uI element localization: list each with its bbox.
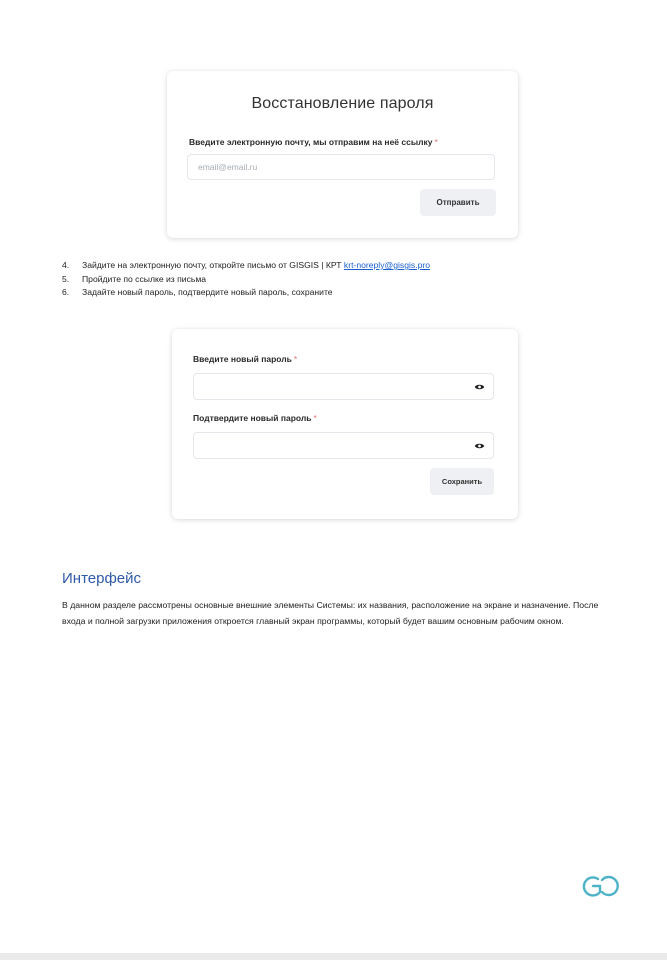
confirm-password-label: Подтвердите новый пароль * <box>193 413 317 423</box>
steps-list <box>62 259 430 300</box>
save-button[interactable]: Сохранить <box>430 468 494 495</box>
eye-icon[interactable] <box>474 383 485 390</box>
bottom-scroll-bar <box>0 953 667 960</box>
confirm-password-input[interactable] <box>193 432 494 459</box>
required-mark: * <box>313 413 317 423</box>
email-placeholder: email@email.ru <box>198 162 258 172</box>
password-recovery-card <box>167 71 518 238</box>
required-mark: * <box>293 354 298 364</box>
new-password-card <box>172 329 518 519</box>
email-input[interactable] <box>187 154 495 180</box>
list-item: 5. Пройдите по ссылке из письма <box>62 273 207 284</box>
section-heading: Интерфейс <box>62 570 142 587</box>
new-password-input[interactable] <box>193 373 494 400</box>
email-label: Введите электронную почту, мы отправим на неё ссылку * <box>189 137 438 147</box>
card-title: Восстановление пароля <box>251 95 434 112</box>
email-link[interactable]: krt-noreply@gisgis.pro <box>343 260 431 270</box>
new-password-label: Введите новый пароль * <box>193 354 298 364</box>
list-item: 4. Зайдите на электронную почту, откройте письмо от GISGIS | КРТ krt-noreply@gisgis.pro <box>62 260 431 270</box>
required-mark: * <box>434 137 438 147</box>
send-button[interactable]: Отправить <box>420 189 496 216</box>
gisgis-logo-icon <box>579 873 623 899</box>
list-item: 6. Задайте новый пароль, подтвердите новый пароль, сохраните <box>62 287 333 297</box>
section-paragraph: В данном разделе рассмотрены основные внешние элементы Системы: их названия, расположение на экране и назначение. После входа и полной загрузки приложения откроется главный экран программы, который будет вашим основным рабочим окном. <box>62 600 599 626</box>
eye-icon[interactable] <box>474 442 485 449</box>
